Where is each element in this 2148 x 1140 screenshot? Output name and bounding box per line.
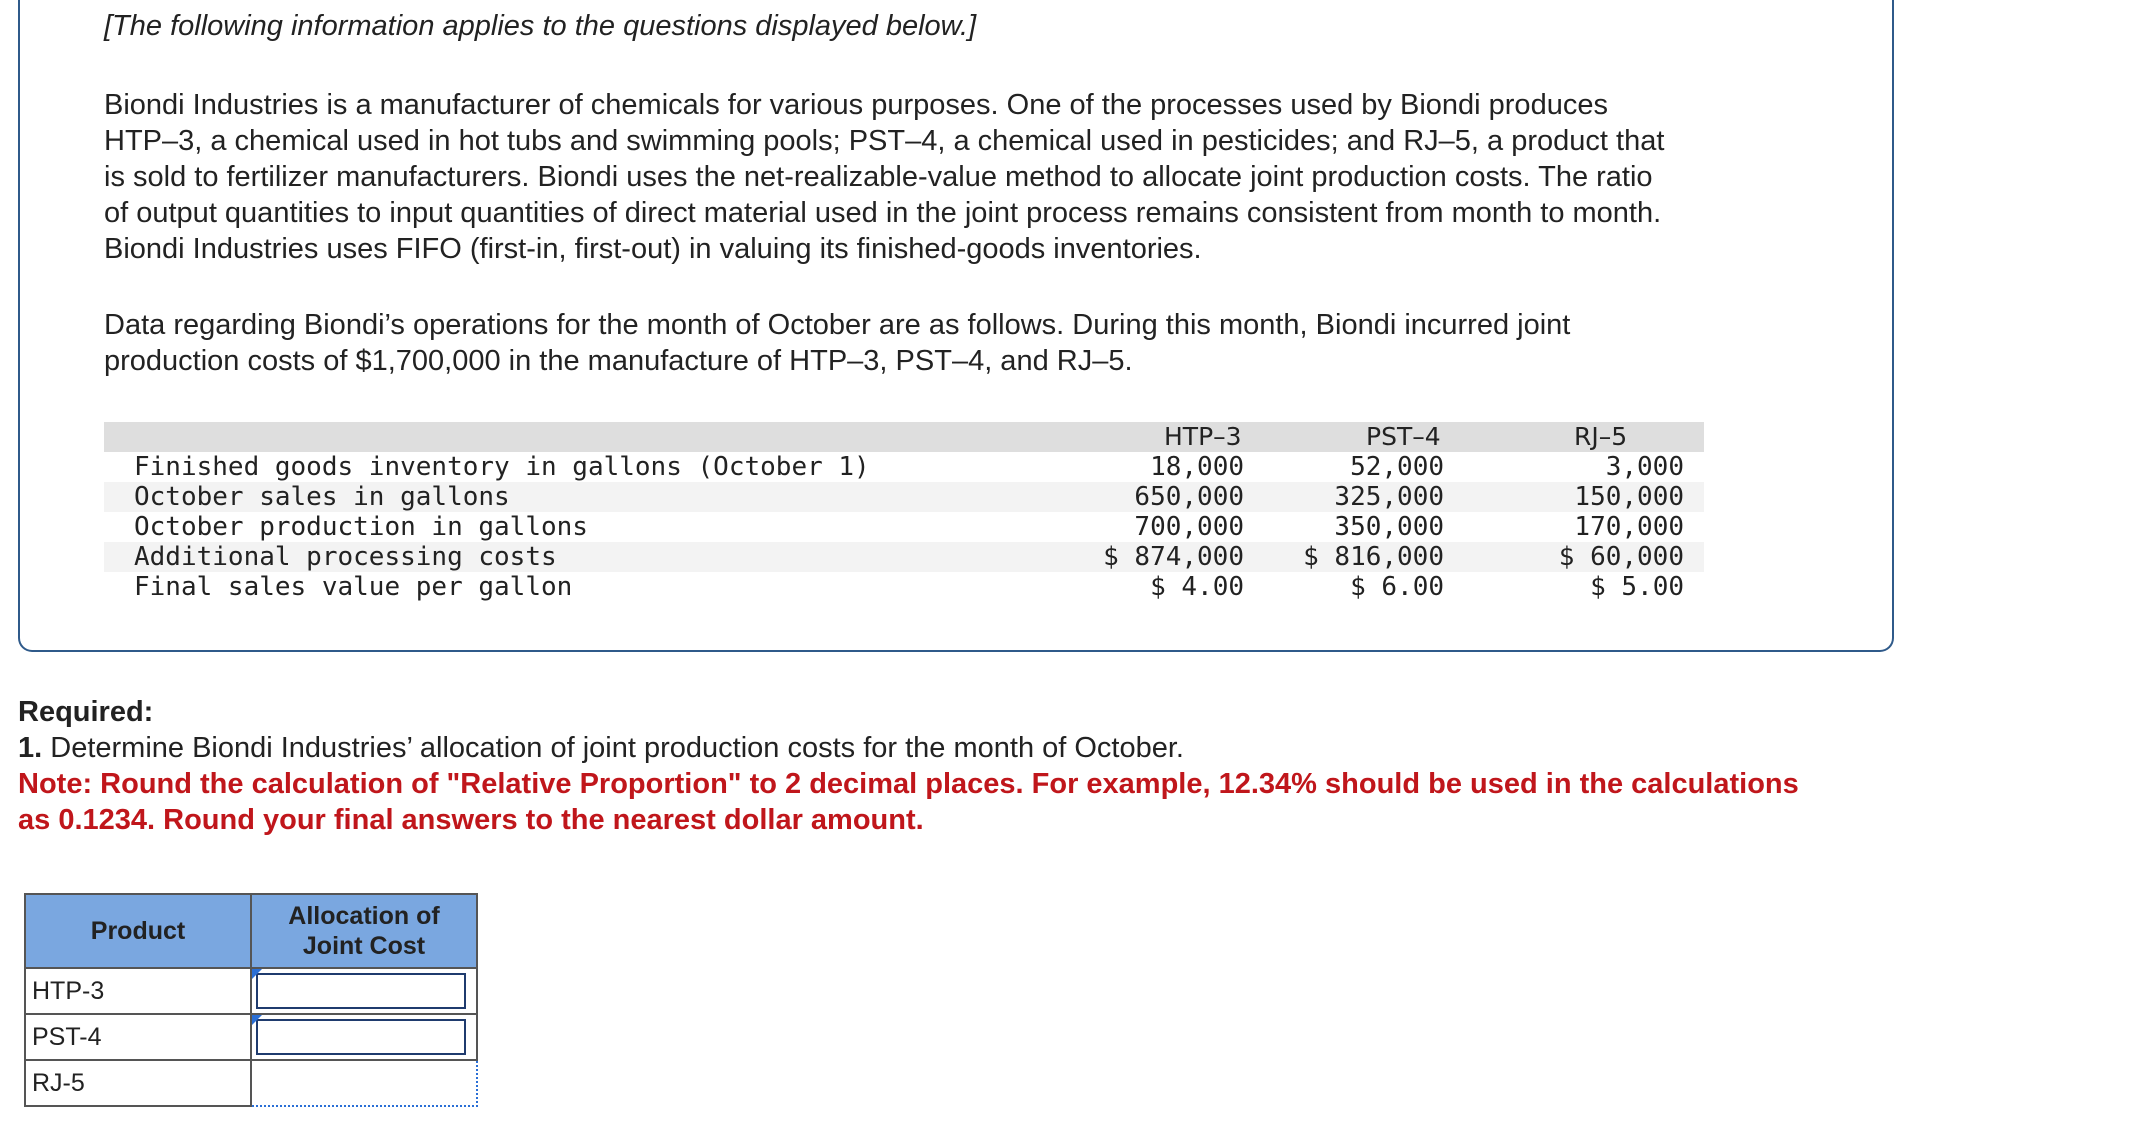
cell-rj5: 3,000 [1605,452,1684,482]
paragraph-1-line: HTP–3, a chemical used in hot tubs and swimming pools; PST–4, a chemical used in pesticides; and RJ–5, a product that [104,125,1665,157]
paragraph-2-line: production costs of $1,700,000 in the manufacture of HTP–3, PST–4, and RJ–5. [104,345,1133,377]
product-cell: HTP-3 [25,968,251,1014]
header-allocation-line: Joint Cost [302,932,426,960]
flag-icon [252,969,262,979]
table-row [104,512,1704,542]
header-allocation [251,894,477,968]
header-product: Product [25,894,251,968]
paragraph-1-line: Biondi Industries is a manufacturer of chemicals for various purposes. One of the processes used by Biondi produces [104,89,1608,121]
question-number: 1. [18,732,43,764]
allocation-input-htp3[interactable] [256,973,466,1009]
question-text: Determine Biondi Industries’ allocation of joint production costs for the month of October. [42,732,1184,764]
cell-rj5: 170,000 [1574,512,1684,542]
note-line: Note: Round the calculation of "Relative Proportion" to 2 decimal places. For example, 12.34% should be used in the calculations [18,768,1799,800]
header-rj5: RJ–5 [1574,422,1628,451]
note-line: as 0.1234. Round your final answers to the nearest dollar amount. [18,804,924,836]
paragraph-2 [104,307,1884,379]
paragraph-2-line: Data regarding Biondi’s operations for the month of October are as follows. During this month, Biondi incurred joint [104,309,1571,341]
allocation-input-pst4[interactable] [256,1019,466,1055]
table-row [104,542,1704,572]
cell-htp3: $ 4.00 [1150,572,1244,602]
product-cell: PST-4 [25,1014,251,1060]
cell-htp3: 650,000 [1134,482,1244,512]
cell-pst4: $ 6.00 [1350,572,1444,602]
cell-htp3: $ 874,000 [1103,542,1244,572]
paragraph-1 [104,87,1884,267]
data-table [104,422,1704,602]
table-row [104,452,1704,482]
row-label: Final sales value per gallon [134,572,573,602]
question-1 [18,732,1184,765]
table-row [25,968,477,1014]
rounding-note [18,766,1938,838]
table-row [104,482,1704,512]
cell-pst4: $ 816,000 [1303,542,1444,572]
data-table-header [104,422,1704,452]
row-label: October sales in gallons [134,482,510,512]
cell-pst4: 350,000 [1334,512,1444,542]
answer-table-header [25,894,477,968]
table-row [25,1014,477,1060]
cell-rj5: $ 5.00 [1590,572,1684,602]
table-row [25,1060,477,1106]
intro-text: [The following information applies to the questions displayed below.] [104,10,977,42]
cell-htp3: 18,000 [1150,452,1244,482]
answer-table [24,893,478,1107]
cell-rj5: $ 60,000 [1558,542,1684,572]
cell-htp3: 700,000 [1134,512,1244,542]
cell-rj5: 150,000 [1574,482,1684,512]
header-pst4: PST–4 [1366,422,1441,451]
row-label: Finished goods inventory in gallons (October 1) [134,452,870,482]
cell-pst4: 325,000 [1334,482,1444,512]
paragraph-1-line: Biondi Industries uses FIFO (first-in, first-out) in valuing its finished-goods inventories. [104,233,1202,265]
allocation-cell [251,968,477,1014]
row-label: October production in gallons [134,512,588,542]
allocation-cell-rj5[interactable] [251,1060,477,1106]
flag-icon [252,1015,262,1025]
allocation-cell [251,1014,477,1060]
paragraph-1-line: is sold to fertilizer manufacturers. Biondi uses the net-realizable-value method to allocate joint production costs. The ratio [104,161,1653,193]
header-htp3: HTP–3 [1164,422,1242,451]
required-heading: Required: [18,696,154,728]
cell-pst4: 52,000 [1350,452,1444,482]
header-allocation-line: Allocation of [288,902,440,930]
paragraph-1-line: of output quantities to input quantities of direct material used in the joint process remains consistent from month to month. [104,197,1662,229]
table-row [104,572,1704,602]
row-label: Additional processing costs [134,542,557,572]
product-cell: RJ-5 [25,1060,251,1106]
